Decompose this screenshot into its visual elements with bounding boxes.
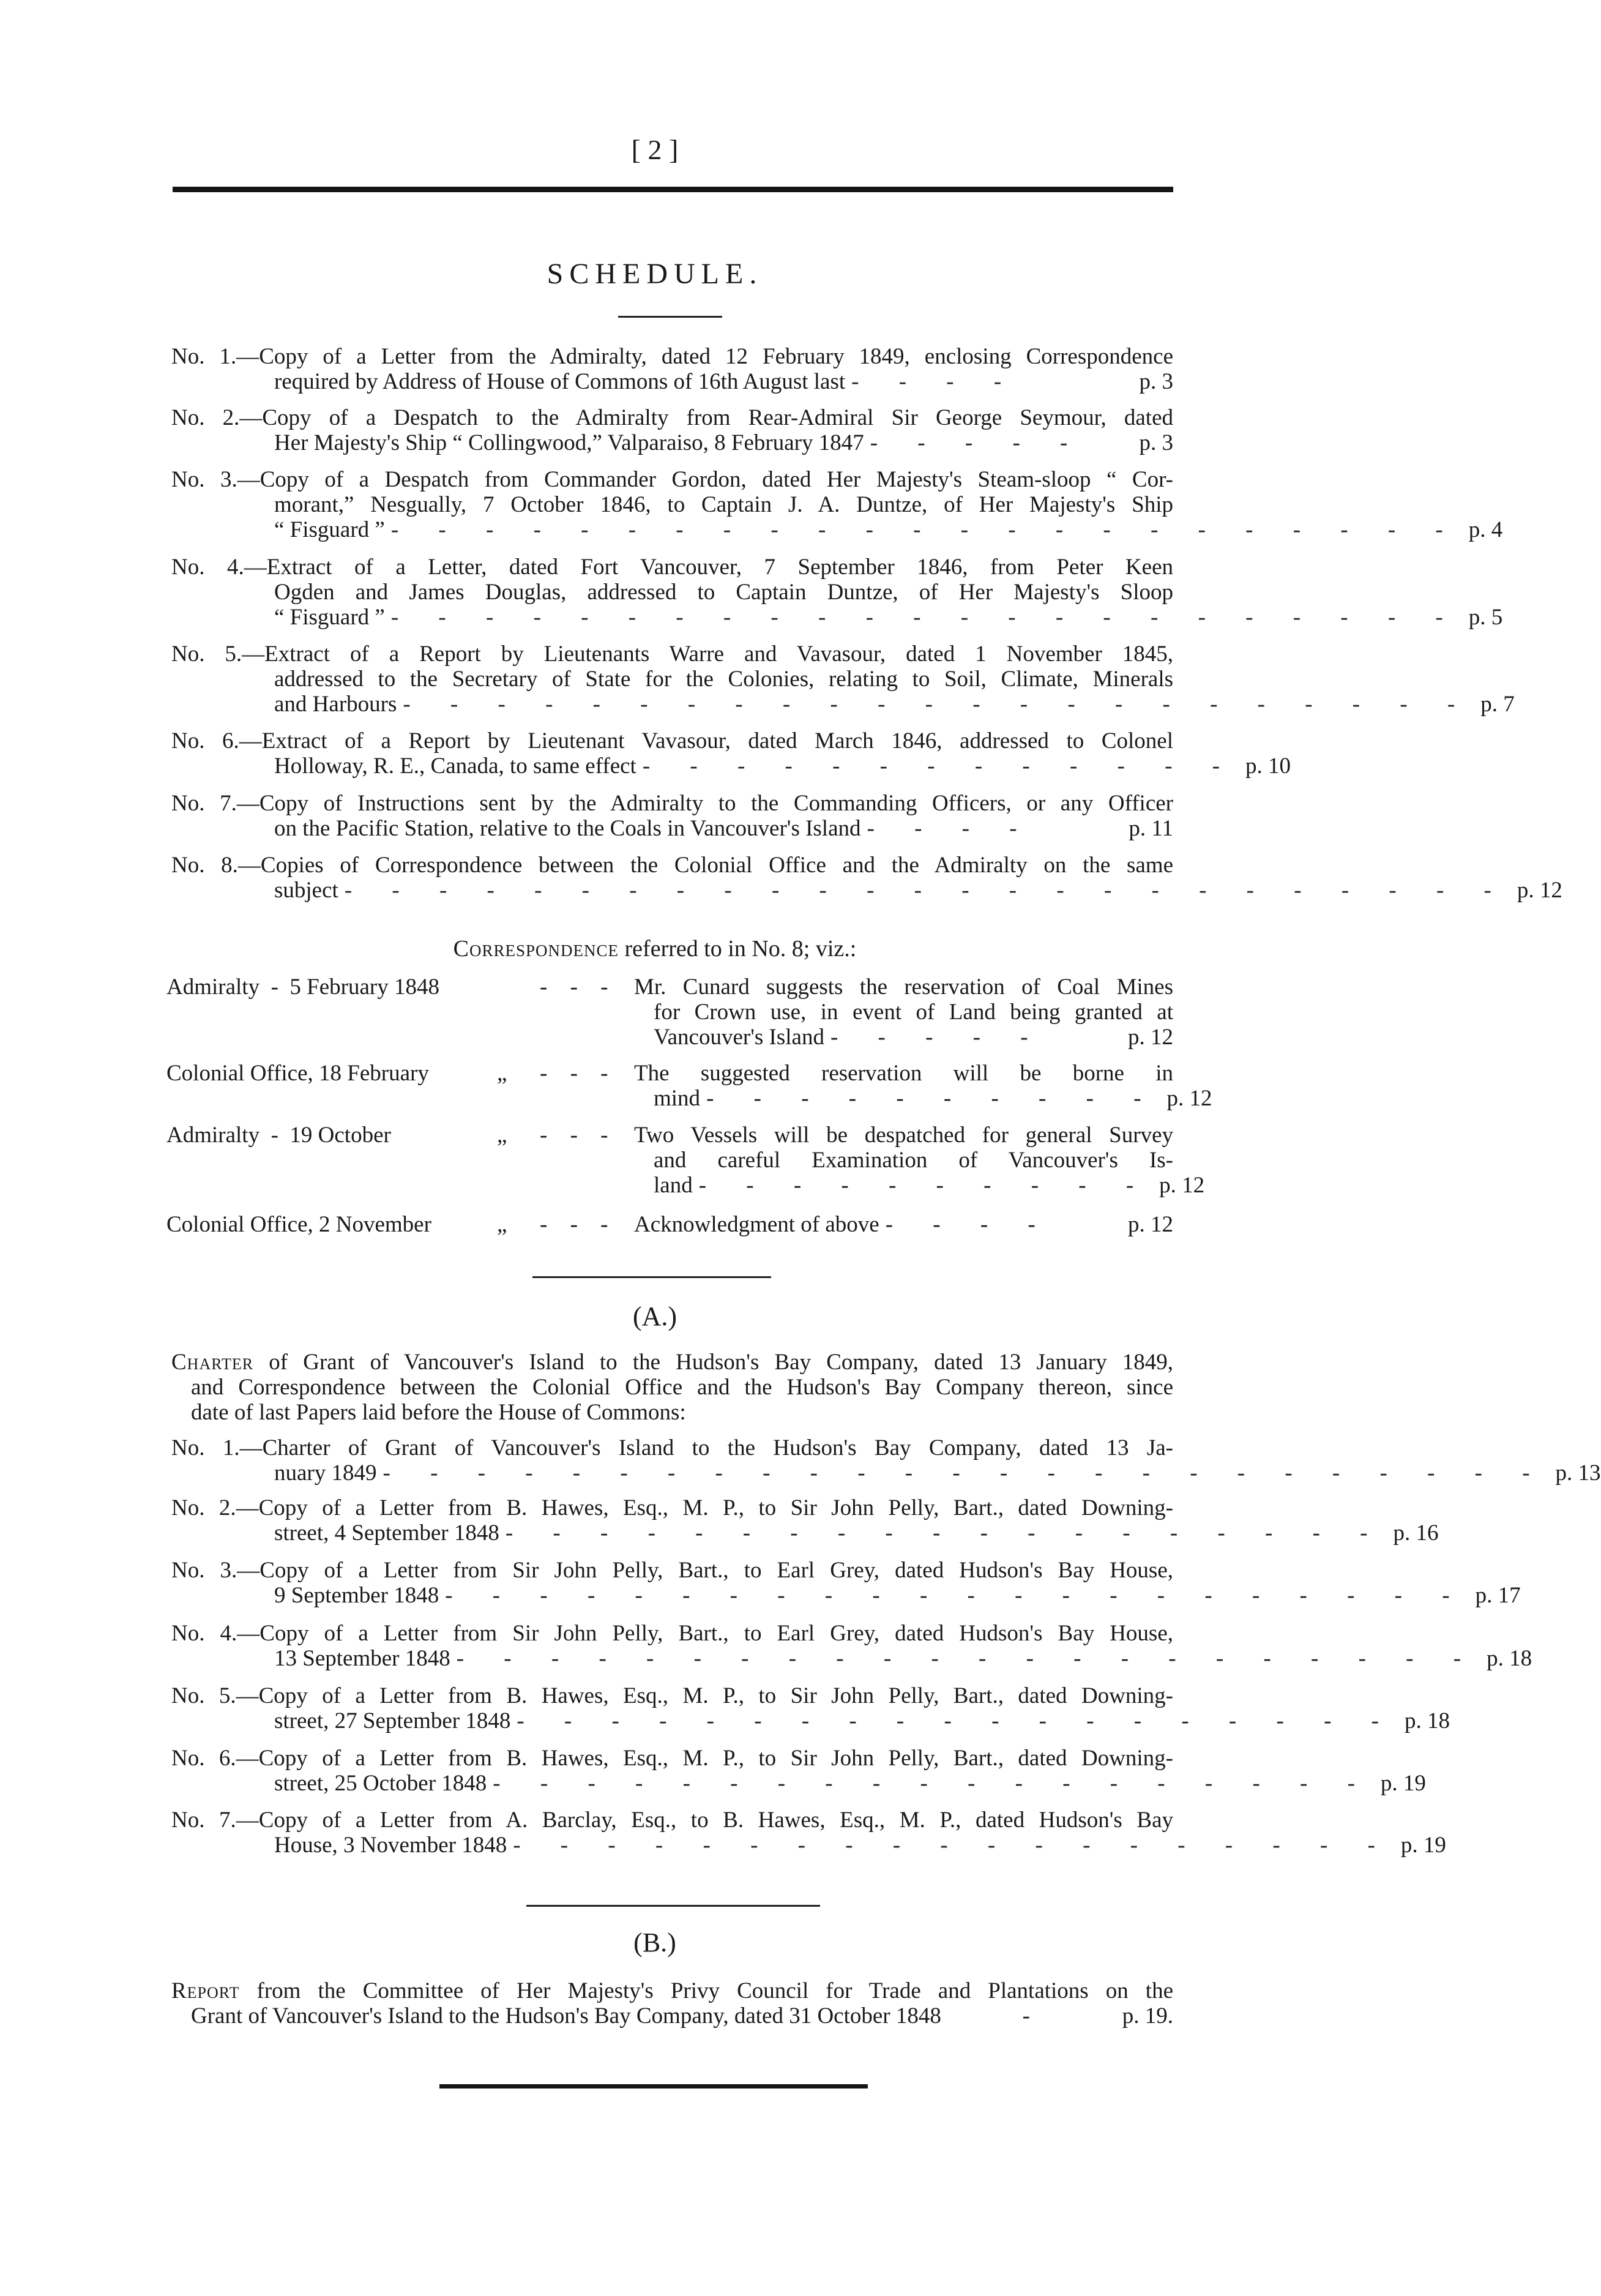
leader-dots: - - - - bbox=[867, 816, 1034, 841]
leader-dots: - - - - - - - - - - - - - - - - - - - bbox=[513, 1833, 1392, 1858]
schedule-entry bbox=[171, 1808, 1446, 1858]
correspondence-from: Colonial Office, 18 February bbox=[166, 1061, 429, 1086]
schedule-entry bbox=[171, 344, 1173, 394]
correspondence-from: Colonial Office, 2 November bbox=[166, 1212, 431, 1237]
entry-line: No. 3.—Copy of a Despatch from Commander Gordon, dated Her Majesty's Steam-sloop “ Cor- bbox=[171, 467, 1173, 492]
report-line-1-text: from the Committee of Her Majesty's Privy Council for Trade and Plantations on the bbox=[239, 1978, 1173, 2003]
page-ref: p. 19. bbox=[1122, 2003, 1173, 2029]
entry-line: No. 2.—Copy of a Letter from B. Hawes, Esq., M. P., to Sir John Pelly, Bart., dated Downing- bbox=[171, 1495, 1173, 1520]
bottom-rule bbox=[439, 2084, 868, 2088]
entry-last-text: Her Majesty's Ship “ Collingwood,” Valparaiso, 8 February 1847 bbox=[274, 430, 864, 455]
subject-last-text: mind bbox=[654, 1086, 701, 1111]
subject-line: for Crown use, in event of Land being granted at bbox=[654, 1000, 1173, 1025]
leader-dots: - - - - - bbox=[870, 430, 1085, 455]
page-ref: p. 19 bbox=[1400, 1833, 1446, 1858]
entry-last-text: street, 4 September 1848 bbox=[274, 1520, 499, 1546]
entry-line: morant,” Nesgually, 7 October 1846, to Captain J. A. Duntze, of Her Majesty's Ship bbox=[274, 492, 1173, 517]
leader-dots: - - - - - - - - - - bbox=[698, 1173, 1151, 1198]
entry-last-text: Holloway, R. E., Canada, to same effect bbox=[274, 753, 636, 779]
entry-last-text: nuary 1849 bbox=[274, 1460, 377, 1486]
correspondence-subject bbox=[634, 1212, 1173, 1237]
leader-dots: - - - - - - - - - - - - - - - - - - - - - - - - - bbox=[344, 878, 1509, 903]
schedule-entry bbox=[171, 555, 1503, 630]
page-ref: p. 12 bbox=[1159, 1173, 1205, 1198]
page-ref: p. 3 bbox=[1139, 369, 1173, 394]
entry-last-line bbox=[171, 1520, 1439, 1546]
schedule-entry bbox=[171, 467, 1503, 542]
subject-line: Mr. Cunard suggests the reservation of Coal Mines bbox=[634, 974, 1173, 1000]
correspondence-heading-caps: Correspondence bbox=[453, 936, 619, 962]
page-ref: p. 12 bbox=[1166, 1086, 1212, 1111]
entry-last-text: required by Address of House of Commons of 16th August last bbox=[274, 369, 846, 394]
subject-last-line bbox=[634, 1173, 1205, 1198]
page-ref: p. 3 bbox=[1139, 430, 1173, 455]
entry-last-text: and Harbours bbox=[274, 692, 397, 717]
intro-line-1 bbox=[171, 1350, 1173, 1375]
page-ref: p. 12 bbox=[1517, 878, 1562, 903]
page-ref: p. 5 bbox=[1468, 605, 1503, 630]
page-ref: p. 13 bbox=[1555, 1460, 1601, 1486]
schedule-entry bbox=[171, 1495, 1439, 1546]
schedule-entry bbox=[171, 1621, 1532, 1671]
entry-last-line bbox=[171, 369, 1173, 394]
entry-last-line bbox=[171, 1583, 1521, 1608]
entry-last-line bbox=[171, 816, 1173, 841]
entry-line: Ogden and James Douglas, addressed to Captain Duntze, of Her Majesty's Sloop bbox=[274, 580, 1173, 605]
intro-charter-caps: Charter bbox=[171, 1350, 254, 1375]
ditto-mark: „ bbox=[497, 1123, 507, 1148]
subject-last-text: land bbox=[654, 1173, 693, 1198]
entry-last-text: street, 27 September 1848 bbox=[274, 1708, 511, 1733]
schedule-entry bbox=[171, 1683, 1450, 1733]
leader-dots: - - - - - - - - - - - - - - - - - - - - - - bbox=[445, 1583, 1467, 1608]
separator-dashes: - - - bbox=[540, 1061, 617, 1086]
entry-line: No. 6.—Extract of a Report by Lieutenant Vavasour, dated March 1846, addressed to Colonel bbox=[171, 728, 1173, 753]
entry-line: No. 2.—Copy of a Despatch to the Admiralty from Rear-Admiral Sir George Seymour, dated bbox=[171, 405, 1173, 430]
report-line-2 bbox=[171, 2003, 1173, 2029]
report-line-1 bbox=[171, 1978, 1173, 2003]
entry-last-line bbox=[171, 1646, 1532, 1671]
subject-last-line bbox=[634, 1025, 1173, 1050]
ditto-mark: „ bbox=[497, 1061, 507, 1086]
intro-line-1-text: of Grant of Vancouver's Island to the Hudson's Bay Company, dated 13 January 1849, bbox=[253, 1350, 1173, 1375]
entry-last-text: subject bbox=[274, 878, 338, 903]
top-rule bbox=[173, 187, 1173, 192]
correspondence-subject bbox=[634, 1061, 1212, 1111]
entry-last-text: “ Fisguard ” bbox=[274, 517, 385, 542]
intro-line-3: date of last Papers laid before the House of Commons: bbox=[191, 1400, 686, 1425]
subject-last-text: Vancouver's Island bbox=[654, 1025, 824, 1050]
schedule-entry bbox=[171, 1746, 1426, 1796]
correspondence-heading-rest: referred to in No. 8; viz.: bbox=[619, 936, 857, 962]
subject-line: Two Vessels will be despatched for general Survey bbox=[634, 1123, 1173, 1148]
entry-last-line bbox=[171, 1771, 1426, 1796]
page-ref: p. 4 bbox=[1468, 517, 1503, 542]
subject-line: The suggested reservation will be borne in bbox=[634, 1061, 1173, 1086]
leader-dots: - bbox=[1022, 2003, 1047, 2029]
subject-last-line bbox=[634, 1086, 1212, 1111]
subject-line: and careful Examination of Vancouver's Is- bbox=[654, 1148, 1173, 1173]
page-ref: p. 18 bbox=[1487, 1646, 1532, 1671]
page-ref: p. 16 bbox=[1393, 1520, 1439, 1546]
entry-last-line bbox=[171, 1460, 1601, 1486]
entry-last-line bbox=[171, 605, 1503, 630]
section-divider bbox=[532, 1276, 771, 1278]
leader-dots: - - - - bbox=[885, 1212, 1053, 1237]
entry-line: No. 7.—Copy of a Letter from A. Barclay, Esq., to B. Hawes, Esq., M. P., dated Hudson's Bay bbox=[171, 1808, 1173, 1833]
leader-dots: - - - - - - - - - - - - - - - - - - - - - - - bbox=[390, 605, 1460, 630]
separator-dashes: - - - bbox=[540, 1212, 617, 1237]
entry-line: No. 1.—Copy of a Letter from the Admiralty, dated 12 February 1849, enclosing Correspondence bbox=[171, 344, 1173, 369]
leader-dots: - - - - - bbox=[830, 1025, 1045, 1050]
subject-last-line bbox=[634, 1212, 1173, 1237]
entry-line: No. 3.—Copy of a Letter from Sir John Pelly, Bart., to Earl Grey, dated Hudson's Bay House, bbox=[171, 1558, 1173, 1583]
leader-dots: - - - - - - - - - - - - - - - - - - - - - - - bbox=[390, 517, 1460, 542]
page-ref: p. 10 bbox=[1245, 753, 1291, 779]
correspondence-heading bbox=[0, 935, 1310, 962]
correspondence-subject bbox=[634, 1123, 1205, 1198]
entry-last-text: “ Fisguard ” bbox=[274, 605, 385, 630]
entry-line: No. 5.—Copy of a Letter from B. Hawes, Esq., M. P., to Sir John Pelly, Bart., dated Downing- bbox=[171, 1683, 1173, 1708]
report-caps: Report bbox=[171, 1978, 240, 2003]
leader-dots: - - - - - - - - - - - - - - - - - - - bbox=[517, 1708, 1396, 1733]
separator-dashes: - - - bbox=[540, 974, 617, 1000]
correspondence-subject bbox=[634, 974, 1173, 1050]
schedule-entry bbox=[171, 728, 1291, 779]
schedule-entry bbox=[171, 641, 1515, 717]
section-a-intro bbox=[171, 1350, 1173, 1425]
leader-dots: - - - - bbox=[851, 369, 1019, 394]
correspondence-from: Admiralty - 5 February 1848 bbox=[166, 974, 439, 1000]
entry-last-text: 13 September 1848 bbox=[274, 1646, 450, 1671]
entry-last-text: 9 September 1848 bbox=[274, 1583, 439, 1608]
entry-line: No. 6.—Copy of a Letter from B. Hawes, Esq., M. P., to Sir John Pelly, Bart., dated Downing- bbox=[171, 1746, 1173, 1771]
entry-last-text: street, 25 October 1848 bbox=[274, 1771, 487, 1796]
title-underline bbox=[618, 316, 722, 318]
section-b-report bbox=[171, 1978, 1173, 2029]
page-ref: p. 11 bbox=[1129, 816, 1173, 841]
subject-last-text: Acknowledgment of above bbox=[634, 1212, 879, 1237]
schedule-entry bbox=[171, 405, 1173, 455]
entry-last-line bbox=[171, 430, 1173, 455]
entry-line: No. 5.—Extract of a Report by Lieutenants Warre and Vavasour, dated 1 November 1845, bbox=[171, 641, 1173, 667]
page-ref: p. 17 bbox=[1475, 1583, 1521, 1608]
entry-line: No. 4.—Extract of a Letter, dated Fort Vancouver, 7 September 1846, from Peter Keen bbox=[171, 555, 1173, 580]
entry-last-line bbox=[171, 517, 1503, 542]
entry-line: No. 4.—Copy of a Letter from Sir John Pelly, Bart., to Earl Grey, dated Hudson's Bay House, bbox=[171, 1621, 1173, 1646]
intro-line-2: and Correspondence between the Colonial Office and the Hudson's Bay Company thereon, since bbox=[191, 1375, 1173, 1400]
leader-dots: - - - - - - - - - - - - - - - - - - - - - - - - - bbox=[383, 1460, 1547, 1486]
leader-dots: - - - - - - - - - - - - - - - - - - - bbox=[493, 1771, 1372, 1796]
leader-dots: - - - - - - - - - - - - - - - - - - - bbox=[505, 1520, 1385, 1546]
entry-line: No. 7.—Copy of Instructions sent by the Admiralty to the Commanding Officers, or any Officer bbox=[171, 791, 1173, 816]
entry-last-line bbox=[171, 878, 1562, 903]
leader-dots: - - - - - - - - - - bbox=[706, 1086, 1159, 1111]
entry-last-line bbox=[171, 753, 1291, 779]
section-b-heading: (B.) bbox=[633, 1928, 676, 1958]
entry-last-text: House, 3 November 1848 bbox=[274, 1833, 507, 1858]
entry-last-line bbox=[171, 1708, 1450, 1733]
ditto-mark: „ bbox=[497, 1212, 507, 1237]
leader-dots: - - - - - - - - - - - - - bbox=[642, 753, 1237, 779]
entry-last-line bbox=[171, 692, 1515, 717]
leader-dots: - - - - - - - - - - - - - - - - - - - - - - bbox=[456, 1646, 1479, 1671]
page-title: SCHEDULE. bbox=[547, 258, 763, 290]
section-divider bbox=[526, 1905, 820, 1907]
page-ref: p. 7 bbox=[1480, 692, 1515, 717]
correspondence-from: Admiralty - 19 October bbox=[166, 1123, 391, 1148]
entry-line: addressed to the Secretary of State for the Colonies, relating to Soil, Climate, Minerals bbox=[274, 667, 1173, 692]
entry-line: No. 8.—Copies of Correspondence between the Colonial Office and the Admiralty on the same bbox=[171, 853, 1173, 878]
section-a-heading: (A.) bbox=[632, 1301, 677, 1331]
separator-dashes: - - - bbox=[540, 1123, 617, 1148]
entry-last-line bbox=[171, 1833, 1446, 1858]
page-number: [ 2 ] bbox=[631, 134, 679, 165]
schedule-entry bbox=[171, 1558, 1521, 1608]
report-line-2-text: Grant of Vancouver's Island to the Hudson's Bay Company, dated 31 October 1848 bbox=[191, 2003, 941, 2029]
page-ref: p. 18 bbox=[1404, 1708, 1450, 1733]
entry-last-text: on the Pacific Station, relative to the Coals in Vancouver's Island bbox=[274, 816, 861, 841]
page-ref: p. 12 bbox=[1128, 1212, 1173, 1237]
page-ref: p. 12 bbox=[1128, 1025, 1173, 1050]
page-ref: p. 19 bbox=[1380, 1771, 1426, 1796]
schedule-entry bbox=[171, 1435, 1601, 1486]
schedule-entry bbox=[171, 853, 1562, 903]
schedule-entry bbox=[171, 791, 1173, 841]
leader-dots: - - - - - - - - - - - - - - - - - - - - - - - bbox=[403, 692, 1472, 717]
entry-line: No. 1.—Charter of Grant of Vancouver's Island to the Hudson's Bay Company, dated 13 Ja- bbox=[171, 1435, 1173, 1460]
